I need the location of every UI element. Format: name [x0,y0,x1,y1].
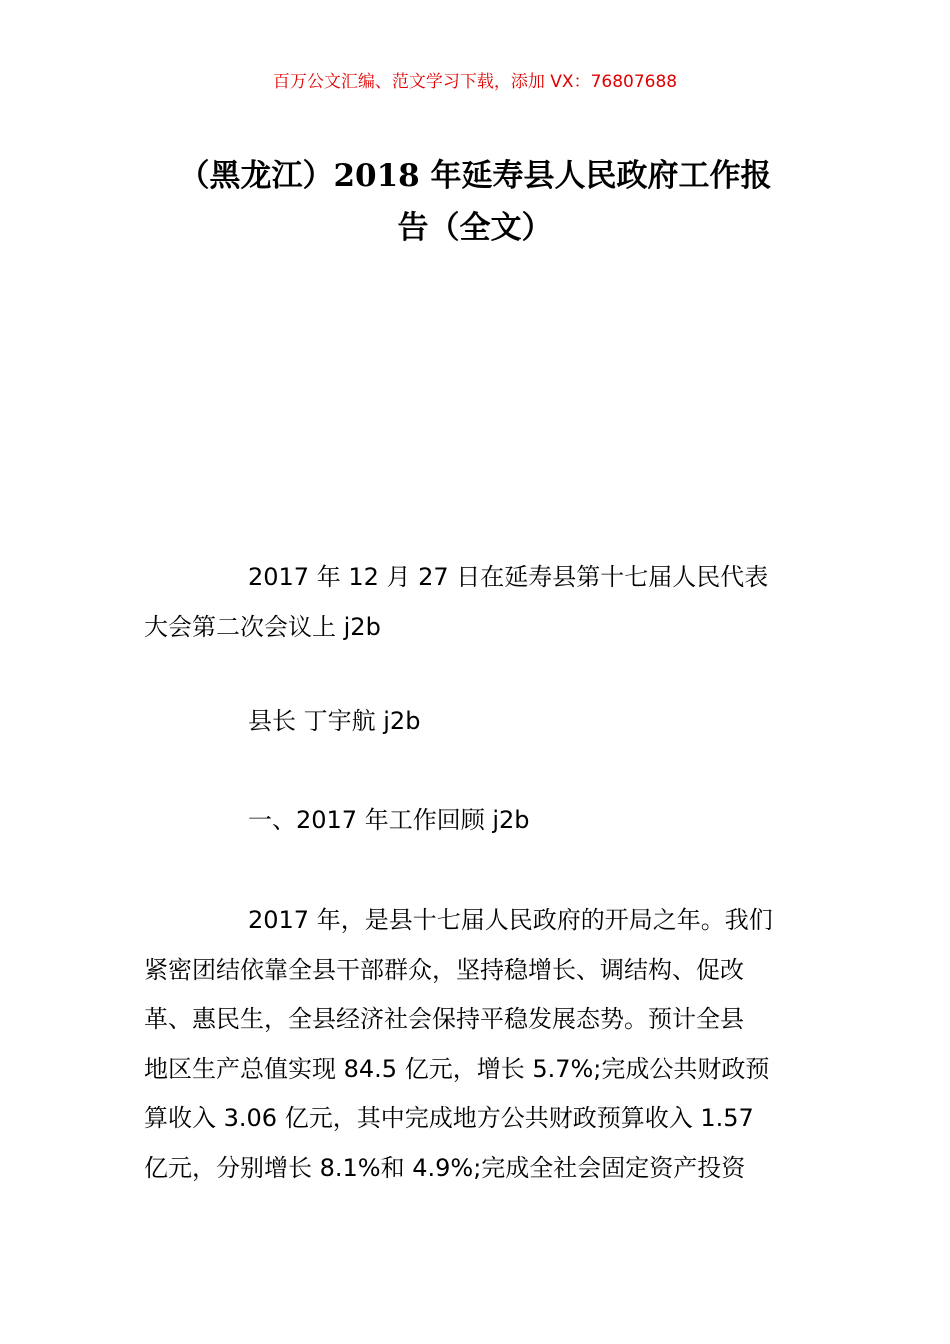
promo-header-note: 百万公文汇编、范文学习下载，添加 VX：76807688 [272,72,678,92]
section-heading [144,796,808,846]
body-paragraph [144,896,808,1193]
section-heading-text: 一、2017 年工作回顾 j2b [248,806,530,834]
meeting-line: 大会第二次会议上 j2b [144,612,381,641]
body-line: 革、惠民生，全县经济社会保持平稳发展态势。预计全县 [144,1005,744,1033]
meeting-info [144,553,808,652]
speaker-name: 县长 丁宇航 j2b [248,707,421,735]
title-line: 告（全文） [397,210,553,246]
speaker-line [144,697,808,747]
body-line: 地区生产总值实现 84.5 亿元，增长 5.7%;完成公共财政预 [144,1054,770,1083]
body-line: 亿元，分别增长 8.1%和 4.9%;完成全社会固定资产投资 [144,1153,746,1182]
meeting-line: 2017 年 12 月 27 日在延寿县第十七届人民代表 [248,563,769,591]
body-line: 2017 年，是县十七届人民政府的开局之年。我们 [248,906,773,934]
title-line: （黑龙江）2018 年延寿县人民政府工作报 [178,158,772,194]
document-title [140,150,810,254]
body-line: 紧密团结依靠全县干部群众，坚持稳增长、调结构、促改 [144,955,744,984]
body-line: 算收入 3.06 亿元，其中完成地方公共财政预算收入 1.57 [144,1104,754,1132]
